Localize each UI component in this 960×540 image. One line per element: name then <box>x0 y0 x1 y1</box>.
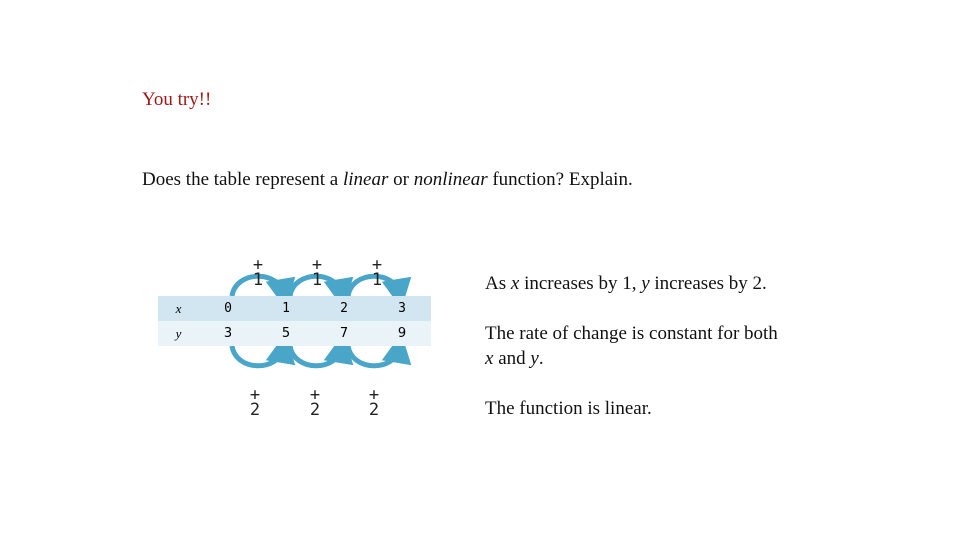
variable-x: x <box>485 348 494 369</box>
x-step-label-1 <box>246 255 270 290</box>
explanation-line-3: The function is linear. <box>485 398 652 419</box>
x-cell: 0 <box>199 296 257 321</box>
y-cell: 5 <box>257 321 315 346</box>
step-value: 1 <box>371 270 383 290</box>
text-part: increases by 1, <box>519 273 642 294</box>
text-part: . <box>538 348 544 369</box>
y-cell: 7 <box>315 321 373 346</box>
question-linear-word: linear <box>343 169 389 190</box>
x-cell: 2 <box>315 296 373 321</box>
text-part: As <box>485 273 511 294</box>
y-cell: 3 <box>199 321 257 346</box>
text-part: increases by 2. <box>649 273 767 294</box>
question-part: function? Explain. <box>487 169 633 190</box>
text-part: and <box>493 348 531 369</box>
y-step-arrow-1 <box>232 346 283 366</box>
variable-y: y <box>530 348 539 369</box>
x-step-label-3 <box>365 255 389 290</box>
step-value: 1 <box>311 270 323 290</box>
explanation-line-2 <box>485 321 825 371</box>
y-cell: 9 <box>373 321 431 346</box>
question-nonlinear-word: nonlinear <box>413 169 488 190</box>
step-sign: + <box>309 385 321 405</box>
x-cell: 1 <box>257 296 315 321</box>
table-row-y <box>158 321 431 346</box>
table-row-x <box>158 296 431 321</box>
step-sign: + <box>368 385 380 405</box>
y-header: y <box>158 321 199 346</box>
step-sign: + <box>311 255 323 275</box>
slide-title: You try!! <box>142 89 212 110</box>
y-step-label-3 <box>362 385 386 420</box>
question-part: Does the table represent a <box>142 169 343 190</box>
y-step-label-2 <box>303 385 327 420</box>
text-part: The rate of change is constant for both <box>485 323 778 344</box>
text-line <box>485 346 825 371</box>
x-step-label-2 <box>305 255 329 290</box>
step-sign: + <box>371 255 383 275</box>
step-sign: + <box>249 385 261 405</box>
x-header: x <box>158 296 199 321</box>
explanation-line-1 <box>485 271 767 296</box>
values-table <box>158 296 431 346</box>
variable-x: x <box>510 273 520 294</box>
step-value: 1 <box>252 270 264 290</box>
y-step-arrow-2 <box>290 346 341 366</box>
y-step-arrow-3 <box>348 346 399 366</box>
step-value: 2 <box>368 400 380 420</box>
x-cell: 3 <box>373 296 431 321</box>
question-part: or <box>388 169 414 190</box>
step-value: 2 <box>309 400 321 420</box>
step-value: 2 <box>249 400 261 420</box>
y-step-label-1 <box>243 385 267 420</box>
variable-y: y <box>641 273 650 294</box>
step-sign: + <box>252 255 264 275</box>
